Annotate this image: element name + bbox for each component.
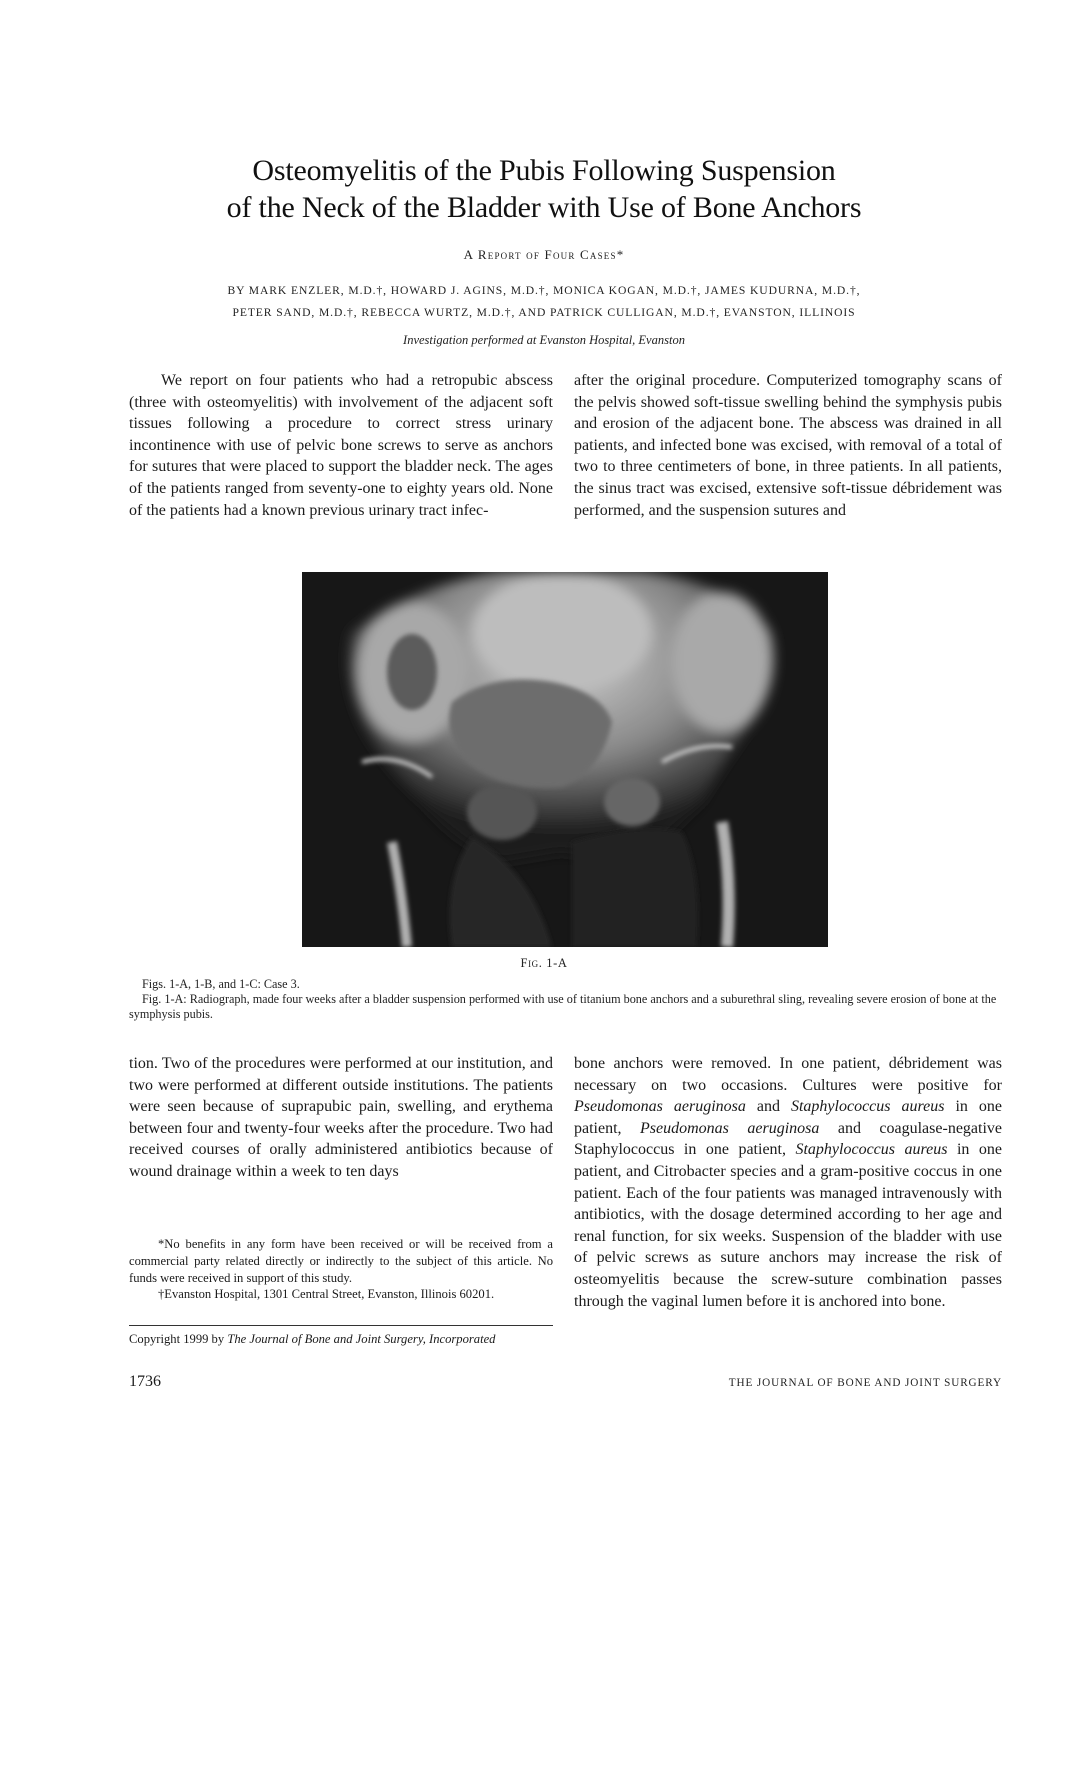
title-line-1: Osteomyelitis of the Pubis Following Suspension [252, 154, 836, 187]
body-column-left-bottom [129, 1053, 553, 1183]
organism-name: Pseudomonas aeruginosa [640, 1119, 820, 1137]
copyright-prefix: Copyright 1999 by [129, 1332, 228, 1346]
footnote-divider [129, 1325, 553, 1326]
figure-label: Fig. 1-A [520, 956, 568, 970]
body-paragraph [574, 1053, 1002, 1312]
footnotes [129, 1236, 553, 1303]
text-run: bone anchors were removed. In one patient, débridement was necessary on two occasions. Cultures were positive for [574, 1055, 1002, 1094]
body-column-right-bottom [574, 1053, 1002, 1312]
investigation-note: Investigation performed at Evanston Hospital, Evanston [403, 333, 685, 347]
authors-line-2: PETER SAND, M.D.†, REBECCA WURTZ, M.D.†, AND PATRICK CULLIGAN, M.D.†, EVANSTON, ILLINOIS [232, 306, 856, 319]
article-subtitle: A Report of Four Cases* [463, 247, 625, 262]
text-run: and coagulase-negative Staphylococcus in one patient, [574, 1119, 1003, 1159]
footnote-funding: *No benefits in any form have been received or will be received from a commercial party related directly or indirectly to the subject of this article. No funds were received in support of this study. [129, 1237, 553, 1285]
text-run: in one patient, and Citrobacter species and a gram-positive coccus in one patient. Each of the four patients was managed intravenously with antibiotics, with the dosage determined according to her age and renal function, for six weeks. Suspension of the bladder with use of pelvic screws as suture anchors may increase the risk of osteomyelitis because the screw-suture combination passes through the vaginal lumen before it is anchored into bone. [574, 1141, 1003, 1310]
organism-name: Staphylococcus aureus [795, 1141, 948, 1159]
figure-captions [129, 977, 1003, 1022]
body-paragraph: after the original procedure. Computerized tomography scans of the pelvis showed soft-tissue swelling behind the symphysis pubis and erosion of the adjacent bone. The abscess was drained in all patients, and infected bone was excised, with removal of a total of two to three centimeters of bone, in three patients. In all patients, the sinus tract was excised, extensive soft-tissue débridement was performed, and the suspension sutures and [574, 372, 1002, 519]
organism-name: Pseudomonas aeruginosa [574, 1098, 746, 1116]
authors-line-1: BY MARK ENZLER, M.D.†, HOWARD J. AGINS, M.D.†, MONICA KOGAN, M.D.†, JAMES KUDURNA, M.D.†, [227, 284, 861, 297]
caption-group: Figs. 1-A, 1-B, and 1-C: Case 3. [142, 977, 300, 991]
footnote-address: †Evanston Hospital, 1301 Central Street, Evanston, Illinois 60201. [158, 1287, 495, 1302]
page-number: 1736 [129, 1373, 161, 1390]
text-run: and [745, 1098, 791, 1116]
author-list [0, 280, 1088, 324]
text-run: in one patient, [574, 1098, 1003, 1137]
copyright-holder: The Journal of Bone and Joint Surgery, Incorporated [227, 1332, 496, 1346]
body-column-left-top [129, 370, 553, 521]
title-line-2: of the Neck of the Bladder with Use of Bone Anchors [226, 191, 862, 224]
body-column-right-top [574, 370, 1002, 521]
article-title [0, 152, 1088, 226]
organism-name: Staphylococcus aureus [790, 1098, 945, 1116]
radiograph-figure [302, 572, 828, 947]
body-paragraph: tion. Two of the procedures were performed at our institution, and two were performed at different outside institutions. The patients were seen because of suprapubic pain, swelling, and erythema between four and twenty-four weeks after the procedure. Two had received courses of orally administered antibiotics because of wound drainage within a week to ten days [129, 1055, 553, 1180]
body-paragraph: We report on four patients who had a retropubic abscess (three with osteomyelitis) with involvement of the adjacent soft tissues following a procedure to correct stress urinary incontinence with use of pelvic bone screws to serve as anchors for sutures that were placed to support the bladder neck. The ages of the patients ranged from seventy-one to eighty years old. None of the patients had a known previous urinary tract infec- [129, 372, 553, 519]
pelvis-radiograph-image [302, 572, 828, 947]
copyright-notice [129, 1332, 559, 1347]
caption-fig-1a: Fig. 1-A: Radiograph, made four weeks after a bladder suspension performed with use of titanium bone anchors and a suburethral sling, revealing severe erosion of bone at the symphysis pubis. [129, 992, 997, 1021]
journal-running-footer: THE JOURNAL OF BONE AND JOINT SURGERY [728, 1377, 1002, 1389]
